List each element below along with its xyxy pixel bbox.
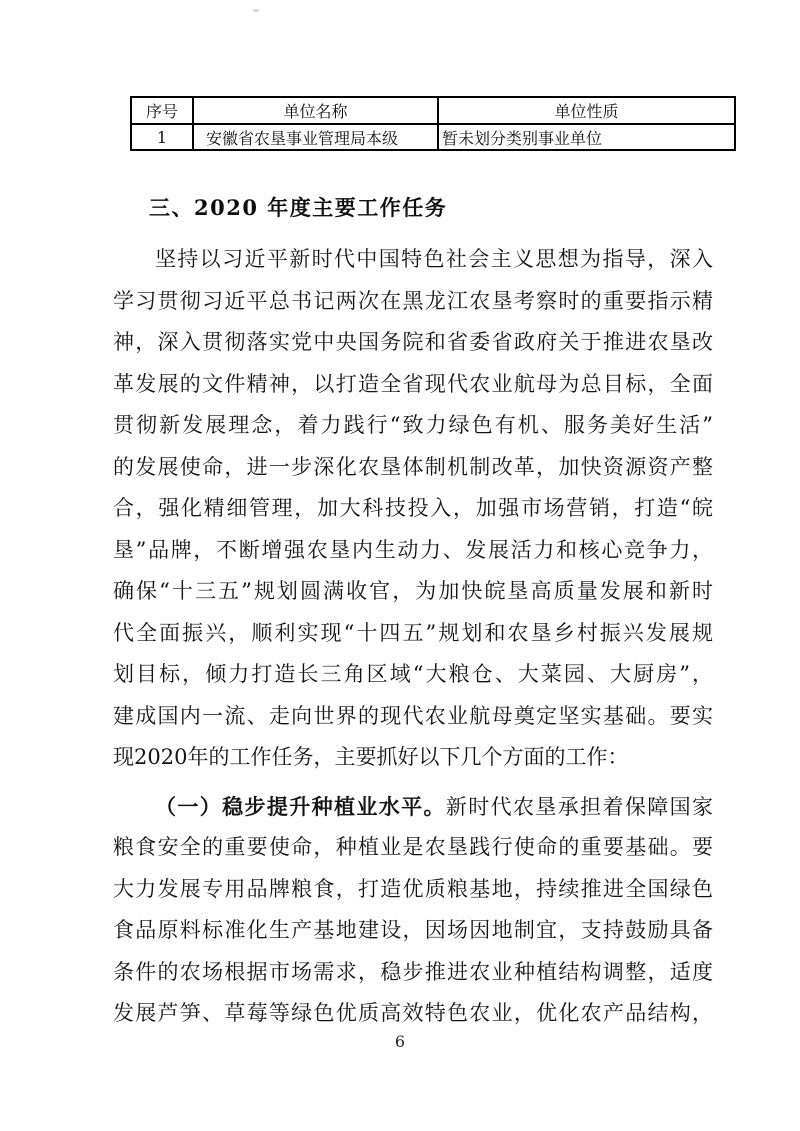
table-cell-no: 1 (131, 124, 193, 150)
scan-artifact (253, 9, 259, 12)
table-header-unit-name: 单位名称 (193, 97, 438, 124)
paragraph-line: 神，深入贯彻落实党中央国务院和省委省政府关于推进农垦改 (113, 330, 713, 354)
subsection-title: （一）稳步提升种植业水平。 (155, 793, 446, 819)
paragraph-line: 划目标，倾力打造长三角区域“大粮仓、大菜园、大厨房”， (113, 662, 713, 686)
paragraph-line (113, 786, 713, 828)
paragraph-line: 大力发展专用品牌粮食，打造优质粮基地，持续推进全国绿色 (113, 876, 713, 901)
table-header-unit-nature: 单位性质 (438, 97, 735, 124)
paragraph-line: 代全面振兴，顺利实现“十四五”规划和农垦乡村振兴发展规 (113, 620, 713, 645)
paragraph-line: 坚持以习近平新时代中国特色社会主义思想为指导，深入 (155, 247, 713, 271)
table-cell-unit-name: 安徽省农垦事业管理局本级 (193, 124, 438, 150)
paragraph-line: 合，强化精细管理，加大科技投入，加强市场营销，打造“皖 (113, 496, 713, 520)
paragraph-2 (113, 786, 713, 1035)
unit-table (130, 96, 736, 151)
body-text-block (113, 239, 713, 1035)
section-heading: 三、2020 年度主要工作任务 (149, 195, 448, 220)
table-header-row (131, 97, 735, 124)
table-header-no: 序号 (131, 97, 193, 124)
paragraph-line: 食品原料标准化生产基地建设，因场因地制宜，支持鼓励具备 (113, 918, 713, 942)
paragraph-line: 贯彻新发展理念，着力践行“致力绿色有机、服务美好生活” (113, 413, 713, 437)
paragraph-1 (113, 239, 713, 779)
paragraph-line: 革发展的文件精神，以打造全省现代农业航母为总目标，全面 (113, 371, 713, 396)
paragraph-text: 新时代农垦承担着保障国家 (445, 794, 713, 819)
paragraph-line: 粮食安全的重要使命，种植业是农垦践行使命的重要基础。要 (113, 835, 713, 859)
table-row (131, 124, 735, 150)
paragraph-line: 建成国内一流、走向世界的现代农业航母奠定坚实基础。要实 (113, 703, 713, 728)
paragraph-line: 的发展使命，进一步深化农垦体制机制改革，加快资源资产整 (113, 454, 713, 479)
paragraph-line: 现2020年的工作任务，主要抓好以下几个方面的工作： (113, 745, 629, 769)
paragraph-line: 确保“十三五”规划圆满收官，为加快皖垦高质量发展和新时 (113, 579, 713, 603)
paragraph-line: 垦”品牌，不断增强农垦内生动力、发展活力和核心竞争力， (113, 537, 713, 562)
paragraph-line: 发展芦笋、草莓等绿色优质高效特色农业，优化农产品结构， (113, 1001, 713, 1025)
table-cell-unit-nature: 暂未划分类别事业单位 (438, 124, 735, 150)
page-number: 6 (394, 1032, 406, 1051)
paragraph-line: 条件的农场根据市场需求，稳步推进农业种植结构调整，适度 (113, 959, 713, 984)
paragraph-line: 学习贯彻习近平总书记两次在黑龙江农垦考察时的重要指示精 (113, 288, 713, 313)
